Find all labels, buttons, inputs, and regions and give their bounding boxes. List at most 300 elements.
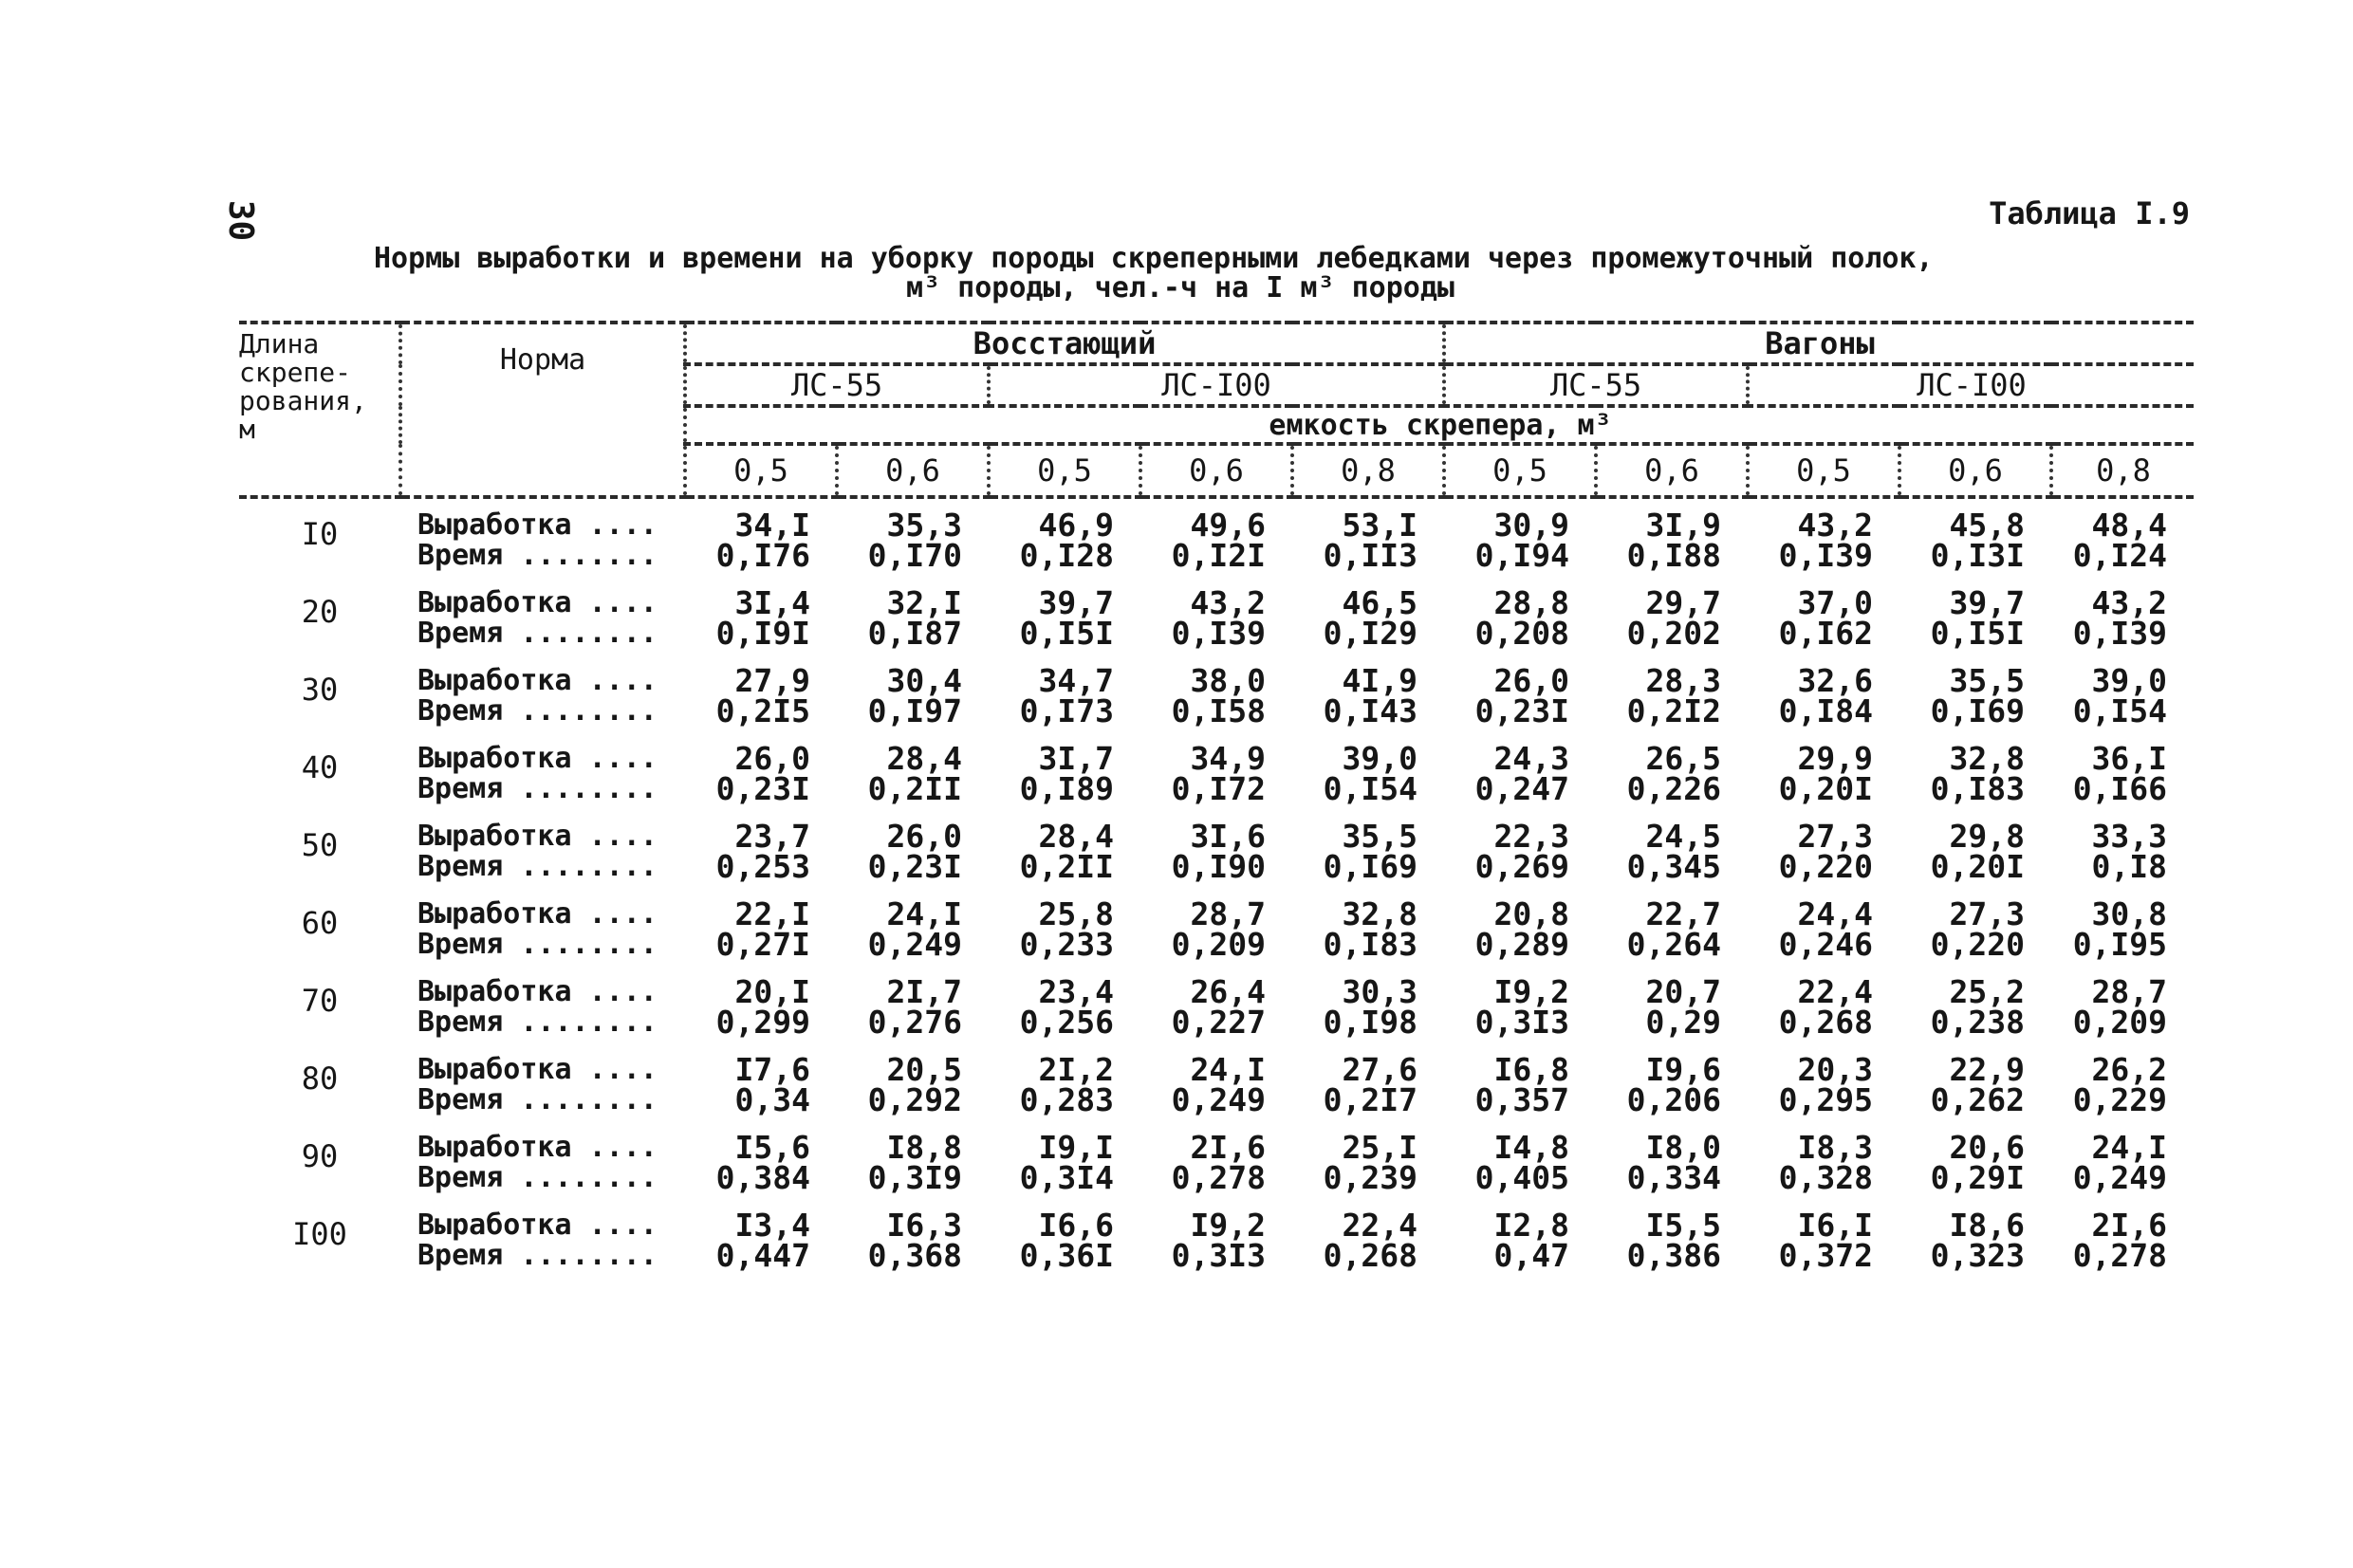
value-cell [1748, 507, 1899, 588]
time-label: Время ........ [417, 850, 658, 883]
length-cell: I0 [301, 516, 339, 552]
output-value: 23,7 [734, 818, 810, 855]
subgroup-header-ls55-raise: ЛС-55 [685, 364, 989, 406]
value-cell [2051, 740, 2194, 821]
value-cell [2051, 818, 2194, 899]
norm-labels-cell [400, 1055, 685, 1133]
value-cell [685, 584, 837, 666]
value-cell [1140, 507, 1292, 588]
time-value: 0,357 [1474, 1081, 1570, 1118]
output-value: 25,8 [1038, 895, 1114, 932]
table-row [239, 1210, 2194, 1288]
capacity-cell: 0,5 [685, 444, 837, 497]
time-label: Время ........ [417, 772, 658, 805]
output-value: 22,I [734, 895, 810, 932]
output-value: 30,9 [1493, 507, 1570, 544]
time-label: Время ........ [417, 928, 658, 961]
time-label: Время ........ [417, 694, 658, 728]
time-value: 0,386 [1626, 1237, 1722, 1274]
time-value: 0,I24 [2072, 537, 2168, 574]
output-value: 22,4 [1342, 1207, 1418, 1244]
time-value: 0,I39 [2072, 615, 2168, 652]
value-cell [1444, 973, 1596, 1055]
length-cell: 50 [301, 827, 339, 863]
length-cell: 20 [301, 594, 339, 630]
output-value: 23,4 [1038, 973, 1114, 1010]
value-cell [837, 895, 989, 977]
output-value: I9,6 [1645, 1051, 1722, 1088]
norm-labels-cell [400, 977, 685, 1055]
output-value: 3I,7 [1038, 740, 1114, 777]
output-value: I8,6 [1949, 1207, 2026, 1244]
output-value: I9,I [1038, 1129, 1114, 1166]
value-cell [1748, 740, 1899, 821]
output-value: 20,6 [1949, 1129, 2026, 1166]
time-value: 0,I76 [715, 537, 810, 574]
subgroup-header-ls55-wagons: ЛС-55 [1444, 364, 1748, 406]
output-value: 3I,9 [1645, 507, 1722, 544]
output-value: I6,3 [886, 1207, 962, 1244]
time-value: 0,I88 [1626, 537, 1722, 574]
output-value: I4,8 [1493, 1129, 1570, 1166]
output-label: Выработка .... [417, 586, 658, 619]
time-value: 0,23I [867, 848, 962, 885]
time-value: 0,247 [1474, 770, 1570, 807]
table-row [239, 666, 2194, 744]
output-value: I7,6 [734, 1051, 810, 1088]
value-cell [2051, 973, 2194, 1055]
value-cell [1748, 973, 1899, 1055]
output-value: 49,6 [1190, 507, 1266, 544]
value-cell [1596, 740, 1748, 821]
output-value: 24,3 [1493, 740, 1570, 777]
length-cell: 90 [301, 1138, 339, 1174]
output-value: 2I,6 [1190, 1129, 1266, 1166]
capacity-cell: 0,8 [2051, 444, 2194, 497]
time-label: Время ........ [417, 539, 658, 572]
time-value: 0,368 [867, 1237, 962, 1274]
value-cell [1596, 1051, 1748, 1133]
output-value: 39,7 [1949, 584, 2026, 621]
value-cell [1444, 584, 1596, 666]
time-value: 0,249 [2072, 1159, 2168, 1196]
value-cell [989, 662, 1140, 744]
capacity-cell: 0,5 [989, 444, 1140, 497]
value-cell [2051, 584, 2194, 666]
output-value: 24,I [2091, 1129, 2168, 1166]
norm-labels-cell [400, 1133, 685, 1210]
value-cell [1899, 507, 2051, 588]
value-cell [1292, 818, 1444, 899]
norm-labels-cell [400, 510, 685, 588]
output-value: 29,7 [1645, 584, 1722, 621]
table-row [239, 588, 2194, 666]
value-cell [685, 740, 837, 821]
time-value: 0,I87 [867, 615, 962, 652]
value-cell [1140, 1129, 1292, 1210]
output-value: 30,4 [886, 662, 962, 699]
table-row [239, 899, 2194, 977]
output-value: 46,9 [1038, 507, 1114, 544]
value-cell [1899, 584, 2051, 666]
output-value: 28,7 [1190, 895, 1266, 932]
time-value: 0,I29 [1323, 615, 1418, 652]
table-body [239, 497, 2194, 1288]
norm-labels-cell [400, 666, 685, 744]
value-cell [1444, 1051, 1596, 1133]
length-cell: 80 [301, 1061, 339, 1097]
value-cell [685, 662, 837, 744]
value-cell [1140, 895, 1292, 977]
output-value: 32,8 [1342, 895, 1418, 932]
time-value: 0,20I [1930, 848, 2026, 885]
capacity-cell: 0,5 [1748, 444, 1899, 497]
time-value: 0,I89 [1019, 770, 1114, 807]
output-value: 22,4 [1797, 973, 1874, 1010]
output-value: 26,0 [734, 740, 810, 777]
time-value: 0,47 [1493, 1237, 1570, 1274]
time-label: Время ........ [417, 1083, 658, 1116]
output-value: 35,5 [1342, 818, 1418, 855]
output-value: 20,3 [1797, 1051, 1874, 1088]
output-value: 3I,4 [734, 584, 810, 621]
time-value: 0,447 [715, 1237, 810, 1274]
time-value: 0,289 [1474, 926, 1570, 963]
output-value: 26,5 [1645, 740, 1722, 777]
group-header-wagons: Вагоны [1444, 323, 2194, 364]
output-value: 26,4 [1190, 973, 1266, 1010]
capacity-cell: 0,6 [1596, 444, 1748, 497]
subgroup-header-ls100-raise: ЛС-I00 [989, 364, 1444, 406]
output-value: 43,2 [1797, 507, 1874, 544]
capacity-header: емкость скрепера, м³ [685, 406, 2194, 444]
length-cell: 30 [301, 672, 339, 708]
output-value: 35,5 [1949, 662, 2026, 699]
value-cell [1596, 818, 1748, 899]
time-value: 0,269 [1474, 848, 1570, 885]
value-cell [1596, 1129, 1748, 1210]
value-cell [1292, 895, 1444, 977]
time-value: 0,249 [1171, 1081, 1266, 1118]
time-value: 0,I28 [1019, 537, 1114, 574]
value-cell [1140, 973, 1292, 1055]
value-cell [837, 1129, 989, 1210]
time-value: 0,2I7 [1323, 1081, 1418, 1118]
time-value: 0,2II [867, 770, 962, 807]
output-value: 28,3 [1645, 662, 1722, 699]
table-row [239, 1055, 2194, 1133]
time-value: 0,I66 [2072, 770, 2168, 807]
output-value: I5,6 [734, 1129, 810, 1166]
value-cell [837, 740, 989, 821]
output-label: Выработка .... [417, 1053, 658, 1086]
value-cell [685, 973, 837, 1055]
value-cell [837, 584, 989, 666]
norm-labels-cell [400, 588, 685, 666]
time-value: 0,I70 [867, 537, 962, 574]
value-cell [989, 818, 1140, 899]
time-value: 0,256 [1019, 1004, 1114, 1041]
output-value: 34,7 [1038, 662, 1114, 699]
output-label: Выработка .... [417, 508, 658, 542]
value-cell [837, 818, 989, 899]
output-value: 28,4 [1038, 818, 1114, 855]
time-value: 0,2I5 [715, 692, 810, 729]
value-cell [1748, 584, 1899, 666]
output-value: 4I,9 [1342, 662, 1418, 699]
value-cell [1444, 507, 1596, 588]
value-cell [685, 895, 837, 977]
time-value: 0,220 [1778, 848, 1874, 885]
output-value: 24,I [886, 895, 962, 932]
time-value: 0,227 [1171, 1004, 1266, 1041]
value-cell [1748, 1129, 1899, 1210]
time-value: 0,I97 [867, 692, 962, 729]
value-cell [1292, 1207, 1444, 1288]
output-value: 27,6 [1342, 1051, 1418, 1088]
output-value: 39,7 [1038, 584, 1114, 621]
output-value: 34,9 [1190, 740, 1266, 777]
time-value: 0,3I9 [867, 1159, 962, 1196]
time-label: Время ........ [417, 1005, 658, 1039]
value-cell [989, 1129, 1140, 1210]
time-value: 0,I83 [1323, 926, 1418, 963]
table-title-line-2: м³ породы, чел.-ч на I м³ породы [906, 271, 1454, 304]
norm-labels-cell [400, 899, 685, 977]
value-cell [685, 1207, 837, 1288]
time-value: 0,II3 [1323, 537, 1418, 574]
length-cell: I00 [292, 1216, 347, 1252]
time-value: 0,3I3 [1474, 1004, 1570, 1041]
output-value: 30,8 [2091, 895, 2168, 932]
output-label: Выработка .... [417, 1208, 658, 1242]
value-cell [685, 818, 837, 899]
value-cell [1140, 1051, 1292, 1133]
value-cell [1292, 1051, 1444, 1133]
time-value: 0,2II [1019, 848, 1114, 885]
output-value: 25,I [1342, 1129, 1418, 1166]
output-value: 27,3 [1797, 818, 1874, 855]
output-value: 43,2 [1190, 584, 1266, 621]
time-value: 0,405 [1474, 1159, 1570, 1196]
time-value: 0,220 [1930, 926, 2026, 963]
output-value: 32,I [886, 584, 962, 621]
table-title-line-1: Нормы выработки и времени на уборку породы скреперными лебедками через промежуточный полок, [374, 242, 1934, 275]
output-value: 24,I [1190, 1051, 1266, 1088]
time-value: 0,I2I [1171, 537, 1266, 574]
output-value: 20,I [734, 973, 810, 1010]
time-value: 0,2I2 [1626, 692, 1722, 729]
output-value: 33,3 [2091, 818, 2168, 855]
value-cell [1748, 895, 1899, 977]
output-value: I2,8 [1493, 1207, 1570, 1244]
output-value: 38,0 [1190, 662, 1266, 699]
norm-labels-cell [400, 821, 685, 899]
time-value: 0,226 [1626, 770, 1722, 807]
table-label: Таблица I.9 [1989, 195, 2190, 231]
table-row [239, 1133, 2194, 1210]
value-cell [1899, 1051, 2051, 1133]
output-value: 29,9 [1797, 740, 1874, 777]
output-value: 36,I [2091, 740, 2168, 777]
output-value: 34,I [734, 507, 810, 544]
output-value: 22,3 [1493, 818, 1570, 855]
time-value: 0,239 [1323, 1159, 1418, 1196]
output-value: 2I,6 [2091, 1207, 2168, 1244]
value-cell [1444, 818, 1596, 899]
output-value: I8,3 [1797, 1129, 1874, 1166]
output-value: 46,5 [1342, 584, 1418, 621]
output-value: 27,3 [1949, 895, 2026, 932]
time-value: 0,I69 [1323, 848, 1418, 885]
value-cell [1444, 740, 1596, 821]
time-value: 0,276 [867, 1004, 962, 1041]
output-value: 20,8 [1493, 895, 1570, 932]
value-cell [1140, 740, 1292, 821]
table-header [239, 323, 2194, 497]
table-row [239, 977, 2194, 1055]
time-value: 0,292 [867, 1081, 962, 1118]
output-value: 3I,6 [1190, 818, 1266, 855]
value-cell [1899, 973, 2051, 1055]
output-value: 20,7 [1645, 973, 1722, 1010]
time-value: 0,262 [1930, 1081, 2026, 1118]
output-value: 26,0 [1493, 662, 1570, 699]
time-value: 0,20I [1778, 770, 1874, 807]
value-cell [989, 584, 1140, 666]
time-value: 0,23I [1474, 692, 1570, 729]
output-value: 37,0 [1797, 584, 1874, 621]
value-cell [1596, 895, 1748, 977]
time-value: 0,I98 [1323, 1004, 1418, 1041]
value-cell [837, 1207, 989, 1288]
norm-labels-cell [400, 744, 685, 821]
output-value: I3,4 [734, 1207, 810, 1244]
output-value: I9,2 [1190, 1207, 1266, 1244]
value-cell [1748, 1051, 1899, 1133]
time-value: 0,249 [867, 926, 962, 963]
time-value: 0,I72 [1171, 770, 1266, 807]
value-cell [1596, 662, 1748, 744]
value-cell [1444, 1207, 1596, 1288]
time-value: 0,I73 [1019, 692, 1114, 729]
time-value: 0,246 [1778, 926, 1874, 963]
output-value: 29,8 [1949, 818, 2026, 855]
value-cell [989, 1051, 1140, 1133]
value-cell [1292, 1129, 1444, 1210]
capacity-cell: 0,5 [1444, 444, 1596, 497]
value-cell [1596, 973, 1748, 1055]
output-value: 30,3 [1342, 973, 1418, 1010]
time-value: 0,I5I [1930, 615, 2026, 652]
output-value: 24,4 [1797, 895, 1874, 932]
time-value: 0,I90 [1171, 848, 1266, 885]
capacity-cell: 0,6 [837, 444, 989, 497]
value-cell [1444, 662, 1596, 744]
value-cell [989, 507, 1140, 588]
output-value: I5,5 [1645, 1207, 1722, 1244]
value-cell [2051, 507, 2194, 588]
output-value: 2I,7 [886, 973, 962, 1010]
value-cell [837, 973, 989, 1055]
time-value: 0,268 [1778, 1004, 1874, 1041]
capacity-cell: 0,6 [1899, 444, 2051, 497]
time-value: 0,295 [1778, 1081, 1874, 1118]
subgroup-header-ls100-wagons: ЛС-I00 [1748, 364, 2194, 406]
value-cell [837, 1051, 989, 1133]
group-header-raise: Восстающий [685, 323, 1444, 364]
time-value: 0,268 [1323, 1237, 1418, 1274]
value-cell [1596, 507, 1748, 588]
capacity-cell: 0,6 [1140, 444, 1292, 497]
time-value: 0,209 [2072, 1004, 2168, 1041]
table-row [239, 744, 2194, 821]
output-value: 28,4 [886, 740, 962, 777]
time-value: 0,36I [1019, 1237, 1114, 1274]
norm-column-header: Норма [400, 323, 685, 497]
time-value: 0,202 [1626, 615, 1722, 652]
value-cell [1292, 507, 1444, 588]
output-value: I8,8 [886, 1129, 962, 1166]
time-value: 0,I58 [1171, 692, 1266, 729]
value-cell [1140, 662, 1292, 744]
output-value: 24,5 [1645, 818, 1722, 855]
time-value: 0,334 [1626, 1159, 1722, 1196]
value-cell [1140, 1207, 1292, 1288]
output-label: Выработка .... [417, 742, 658, 775]
output-value: 28,8 [1493, 584, 1570, 621]
value-cell [1748, 1207, 1899, 1288]
value-cell [989, 740, 1140, 821]
page-number: 30 [221, 199, 261, 242]
output-value: 26,0 [886, 818, 962, 855]
output-value: 22,7 [1645, 895, 1722, 932]
time-value: 0,299 [715, 1004, 810, 1041]
time-value: 0,345 [1626, 848, 1722, 885]
time-value: 0,I3I [1930, 537, 2026, 574]
value-cell [1292, 740, 1444, 821]
value-cell [1292, 973, 1444, 1055]
value-cell [1899, 740, 2051, 821]
time-value: 0,34 [734, 1081, 810, 1118]
time-value: 0,283 [1019, 1081, 1114, 1118]
output-value: 43,2 [2091, 584, 2168, 621]
value-cell [2051, 1129, 2194, 1210]
output-label: Выработка .... [417, 975, 658, 1008]
time-value: 0,I39 [1778, 537, 1874, 574]
time-value: 0,I84 [1778, 692, 1874, 729]
value-cell [2051, 1207, 2194, 1288]
value-cell [1596, 1207, 1748, 1288]
norms-table [239, 321, 2194, 1288]
time-label: Время ........ [417, 1239, 658, 1272]
value-cell [2051, 662, 2194, 744]
value-cell [1444, 895, 1596, 977]
output-label: Выработка .... [417, 820, 658, 853]
value-cell [2051, 1051, 2194, 1133]
output-value: 26,2 [2091, 1051, 2168, 1088]
time-value: 0,I95 [2072, 926, 2168, 963]
time-value: 0,209 [1171, 926, 1266, 963]
time-value: 0,3I4 [1019, 1159, 1114, 1196]
output-value: 39,0 [1342, 740, 1418, 777]
output-value: 27,9 [734, 662, 810, 699]
time-label: Время ........ [417, 1161, 658, 1194]
time-value: 0,23I [715, 770, 810, 807]
time-value: 0,I83 [1930, 770, 2026, 807]
value-cell [1444, 1129, 1596, 1210]
output-value: 20,5 [886, 1051, 962, 1088]
